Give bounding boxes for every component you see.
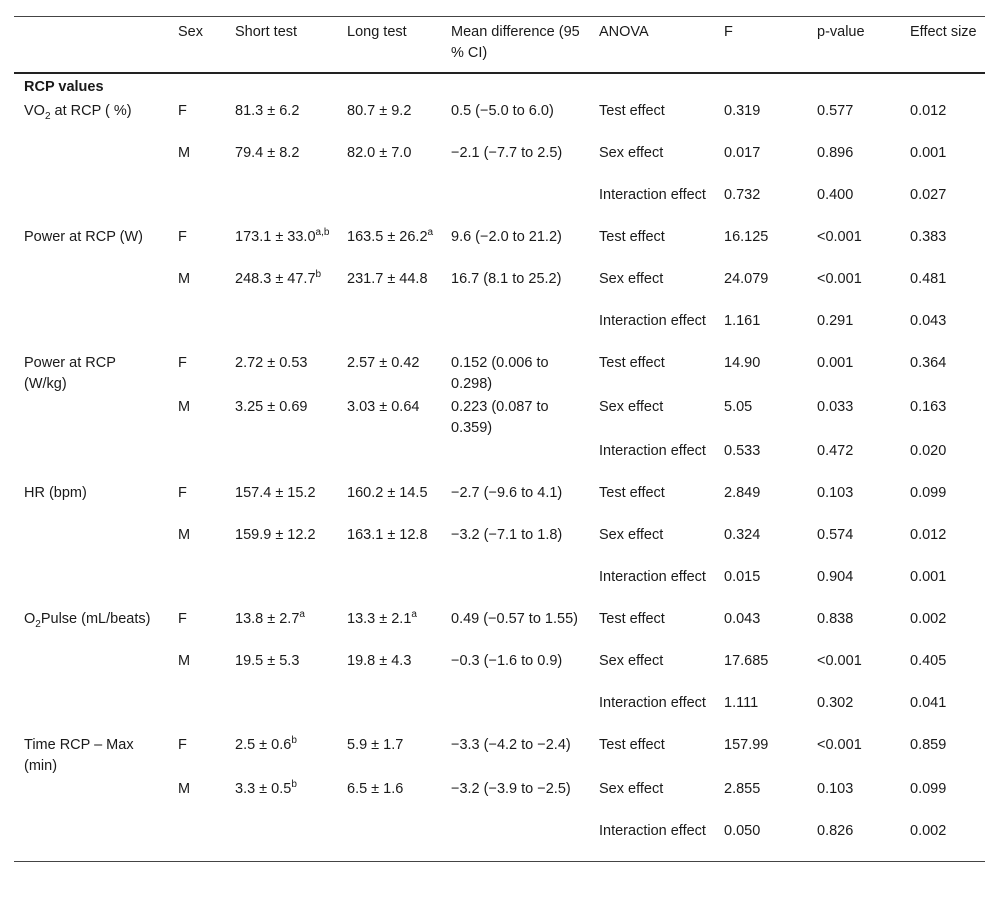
sex-cell: F [178, 229, 187, 245]
anova-cell: Test effect [599, 355, 665, 371]
f-cell: 0.324 [724, 527, 761, 543]
header-f: F [714, 17, 807, 74]
long-test-cell [337, 183, 441, 225]
p-value-cell: <0.001 [817, 653, 862, 669]
section-title: RCP values [24, 79, 104, 95]
short-test-cell: 2.72 ± 0.53 [235, 355, 308, 371]
mean-difference-cell: −2.1 (−7.7 to 2.5) [451, 145, 563, 161]
p-value-cell: 0.001 [817, 355, 854, 371]
long-test-cell: 19.8 ± 4.3 [347, 653, 412, 669]
mean-difference-cell: 0.152 (0.006 to 0.298) [451, 355, 549, 392]
table-row [14, 733, 985, 777]
sex-cell: M [178, 527, 191, 543]
long-test-cell: 80.7 ± 9.2 [347, 103, 412, 119]
results-table [14, 16, 985, 862]
sex-cell [168, 565, 225, 607]
long-test-cell: 3.03 ± 0.64 [347, 399, 420, 415]
short-test-cell: 81.3 ± 6.2 [235, 103, 300, 119]
short-test-cell: 19.5 ± 5.3 [235, 653, 300, 669]
long-test-cell: 13.3 ± 2.1$^a$ [347, 609, 417, 627]
f-cell: 0.015 [724, 569, 761, 585]
short-test-cell: $173.1 \pm 33.0^{a,b}$ [235, 227, 330, 245]
f-cell: 2.855 [724, 781, 761, 797]
table-row [14, 141, 985, 183]
anova-cell: Interaction effect [589, 819, 714, 861]
long-test-cell: 163.5 ± 26.2$^a$ [347, 227, 434, 245]
table-row [14, 99, 985, 141]
mean-difference-cell [441, 691, 589, 733]
short-test-cell [225, 691, 337, 733]
variable-label: Time RCP – Max (min) [24, 737, 134, 774]
short-test-cell: 79.4 ± 8.2 [235, 145, 300, 161]
effect-size-cell: 0.163 [910, 399, 947, 415]
f-cell: 0.533 [724, 443, 761, 459]
mean-difference-cell: 0.5 (−5.0 to 6.0) [451, 103, 554, 119]
mean-difference-cell: −3.3 (−4.2 to −2.4) [451, 737, 571, 753]
section-row [14, 73, 985, 99]
effect-size-cell: 0.383 [910, 229, 947, 245]
p-value-cell: 0.826 [807, 819, 900, 861]
p-value-cell: 0.838 [817, 611, 854, 627]
p-value-cell: 0.896 [817, 145, 854, 161]
p-value-cell: 0.400 [817, 187, 854, 203]
sex-cell [168, 691, 225, 733]
sex-cell: M [178, 399, 191, 415]
variable-label [14, 267, 168, 309]
header-short-test: Short test [225, 17, 337, 74]
table-row [14, 565, 985, 607]
anova-cell: Sex effect [599, 653, 664, 669]
long-test-cell: 5.9 ± 1.7 [347, 737, 404, 753]
f-cell: 0.050 [714, 819, 807, 861]
mean-difference-cell: 16.7 (8.1 to 25.2) [451, 271, 562, 287]
mean-difference-cell: 0.49 (−0.57 to 1.55) [451, 611, 578, 627]
long-test-cell: 231.7 ± 44.8 [347, 271, 428, 287]
f-cell: 14.90 [724, 355, 761, 371]
short-test-cell: 3.25 ± 0.69 [235, 399, 308, 415]
f-cell: 17.685 [724, 653, 769, 669]
anova-cell: Test effect [599, 611, 665, 627]
variable-label: $O_2Pulse$ (mL/beats) [24, 611, 151, 630]
sex-cell: F [178, 103, 187, 119]
anova-cell: Test effect [599, 229, 665, 245]
variable-label [14, 523, 168, 565]
anova-cell: Interaction effect [599, 569, 706, 585]
p-value-cell: 0.577 [817, 103, 854, 119]
variable-label [14, 395, 168, 439]
short-test-cell [225, 183, 337, 225]
anova-cell: Sex effect [599, 271, 664, 287]
mean-difference-cell [441, 439, 589, 481]
variable-label [14, 565, 168, 607]
variable-label [14, 439, 168, 481]
table-row [14, 225, 985, 267]
effect-size-cell: 0.002 [910, 611, 947, 627]
table-row [14, 439, 985, 481]
p-value-cell: <0.001 [817, 229, 862, 245]
table-row [14, 309, 985, 351]
mean-difference-cell: −3.2 (−7.1 to 1.8) [451, 527, 563, 543]
table-row [14, 351, 985, 395]
mean-difference-cell: −2.7 (−9.6 to 4.1) [451, 485, 563, 501]
header-row [14, 17, 985, 74]
short-test-cell: 3.3 ± 0.5$^b$ [235, 779, 297, 797]
table-row [14, 607, 985, 649]
sex-cell: F [178, 485, 187, 501]
mean-difference-cell [441, 309, 589, 351]
header-effect-size: Effect size [900, 17, 985, 74]
p-value-cell: 0.302 [817, 695, 854, 711]
variable-label [14, 309, 168, 351]
sex-cell [168, 309, 225, 351]
sex-cell [168, 439, 225, 481]
header-p-value: p-value [807, 17, 900, 74]
anova-cell: Sex effect [599, 781, 664, 797]
p-value-cell: 0.904 [817, 569, 854, 585]
mean-difference-cell: −0.3 (−1.6 to 0.9) [451, 653, 563, 669]
mean-difference-cell: −3.2 (−3.9 to −2.5) [451, 781, 571, 797]
sex-cell [168, 819, 225, 861]
long-test-cell: 82.0 ± 7.0 [347, 145, 412, 161]
effect-size-cell: 0.043 [910, 313, 947, 329]
header-long-test: Long test [337, 17, 441, 74]
f-cell: 1.111 [724, 695, 759, 711]
short-test-cell [225, 439, 337, 481]
f-cell: 24.079 [724, 271, 769, 287]
f-cell: 2.849 [724, 485, 761, 501]
f-cell: 0.319 [724, 103, 761, 119]
sex-cell: F [178, 737, 187, 753]
table-row [14, 395, 985, 439]
header-variable [14, 17, 168, 74]
anova-cell: Test effect [599, 485, 665, 501]
header-sex: Sex [168, 17, 225, 74]
f-cell: 5.05 [724, 399, 753, 415]
f-cell: 0.732 [724, 187, 761, 203]
f-cell: 0.043 [724, 611, 761, 627]
long-test-cell [337, 819, 441, 861]
effect-size-cell: 0.859 [910, 737, 947, 753]
anova-cell: Sex effect [599, 399, 664, 415]
table-row [14, 819, 985, 861]
variable-label [14, 141, 168, 183]
effect-size-cell: 0.012 [910, 103, 947, 119]
long-test-cell [337, 309, 441, 351]
effect-size-cell: 0.027 [910, 187, 947, 203]
anova-cell: Interaction effect [599, 313, 706, 329]
f-cell: 16.125 [724, 229, 769, 245]
sex-cell: M [178, 653, 191, 669]
table-row [14, 777, 985, 819]
effect-size-cell: 0.099 [910, 781, 947, 797]
sex-cell [168, 183, 225, 225]
variable-label [14, 649, 168, 691]
effect-size-cell: 0.041 [910, 695, 947, 711]
mean-difference-cell [441, 183, 589, 225]
variable-label: HR (bpm) [24, 485, 87, 501]
p-value-cell: 0.574 [817, 527, 854, 543]
short-test-cell [225, 819, 337, 861]
anova-cell: Sex effect [599, 145, 664, 161]
p-value-cell: 0.103 [817, 485, 854, 501]
p-value-cell: 0.291 [817, 313, 854, 329]
effect-size-cell: 0.405 [910, 653, 947, 669]
variable-label [14, 691, 168, 733]
variable-label [14, 819, 168, 861]
sex-cell: F [178, 611, 187, 627]
short-test-cell [225, 565, 337, 607]
anova-cell: Test effect [599, 737, 665, 753]
mean-difference-cell [441, 819, 589, 861]
effect-size-cell: 0.099 [910, 485, 947, 501]
variable-label [14, 183, 168, 225]
f-cell: 0.017 [724, 145, 761, 161]
effect-size-cell: 0.020 [910, 443, 947, 459]
effect-size-cell: 0.481 [910, 271, 947, 287]
p-value-cell: 0.472 [817, 443, 854, 459]
mean-difference-cell [441, 565, 589, 607]
p-value-cell: <0.001 [817, 271, 862, 287]
anova-cell: Sex effect [599, 527, 664, 543]
short-test-cell [225, 309, 337, 351]
p-value-cell: 0.033 [817, 399, 854, 415]
variable-label: Power at RCP (W) [24, 229, 143, 245]
long-test-cell [337, 565, 441, 607]
effect-size-cell: 0.001 [910, 569, 947, 585]
header-anova: ANOVA [589, 17, 714, 74]
table-header [14, 17, 985, 74]
long-test-cell [337, 691, 441, 733]
table-row [14, 183, 985, 225]
effect-size-cell: 0.364 [910, 355, 947, 371]
long-test-cell: 163.1 ± 12.8 [347, 527, 428, 543]
table-row [14, 691, 985, 733]
effect-size-cell: 0.012 [910, 527, 947, 543]
short-test-cell: 13.8 ± 2.7$^a$ [235, 609, 305, 627]
mean-difference-cell: 9.6 (−2.0 to 21.2) [451, 229, 562, 245]
anova-cell: Interaction effect [599, 695, 706, 711]
short-test-cell: 159.9 ± 12.2 [235, 527, 316, 543]
table-row [14, 267, 985, 309]
sex-cell: F [178, 355, 187, 371]
long-test-cell [337, 439, 441, 481]
long-test-cell: 2.57 ± 0.42 [347, 355, 420, 371]
sex-cell: M [178, 271, 191, 287]
anova-cell: Interaction effect [599, 187, 706, 203]
effect-size-cell: 0.001 [910, 145, 947, 161]
table-body [14, 73, 985, 861]
short-test-cell: 2.5 ± 0.6$^b$ [235, 735, 297, 753]
p-value-cell: <0.001 [817, 737, 862, 753]
variable-label [14, 777, 168, 819]
f-cell: 157.99 [724, 737, 769, 753]
variable-label: $VO_2$ at RCP ( %) [24, 103, 132, 122]
sex-cell: M [178, 781, 191, 797]
short-test-cell: 157.4 ± 15.2 [235, 485, 316, 501]
anova-cell: Interaction effect [599, 443, 706, 459]
sex-cell: M [178, 145, 191, 161]
long-test-cell: 160.2 ± 14.5 [347, 485, 428, 501]
header-mean-difference: Mean difference (95 % CI) [441, 17, 589, 74]
f-cell: 1.161 [724, 313, 761, 329]
short-test-cell: 248.3 ± 47.7$^b$ [235, 269, 322, 287]
effect-size-cell: 0.002 [900, 819, 985, 861]
p-value-cell: 0.103 [817, 781, 854, 797]
anova-cell: Test effect [599, 103, 665, 119]
table-row [14, 523, 985, 565]
table-row [14, 481, 985, 523]
variable-label: Power at RCP (W/kg) [24, 355, 116, 392]
table-row [14, 649, 985, 691]
mean-difference-cell: 0.223 (0.087 to 0.359) [451, 399, 549, 436]
long-test-cell: 6.5 ± 1.6 [347, 781, 404, 797]
